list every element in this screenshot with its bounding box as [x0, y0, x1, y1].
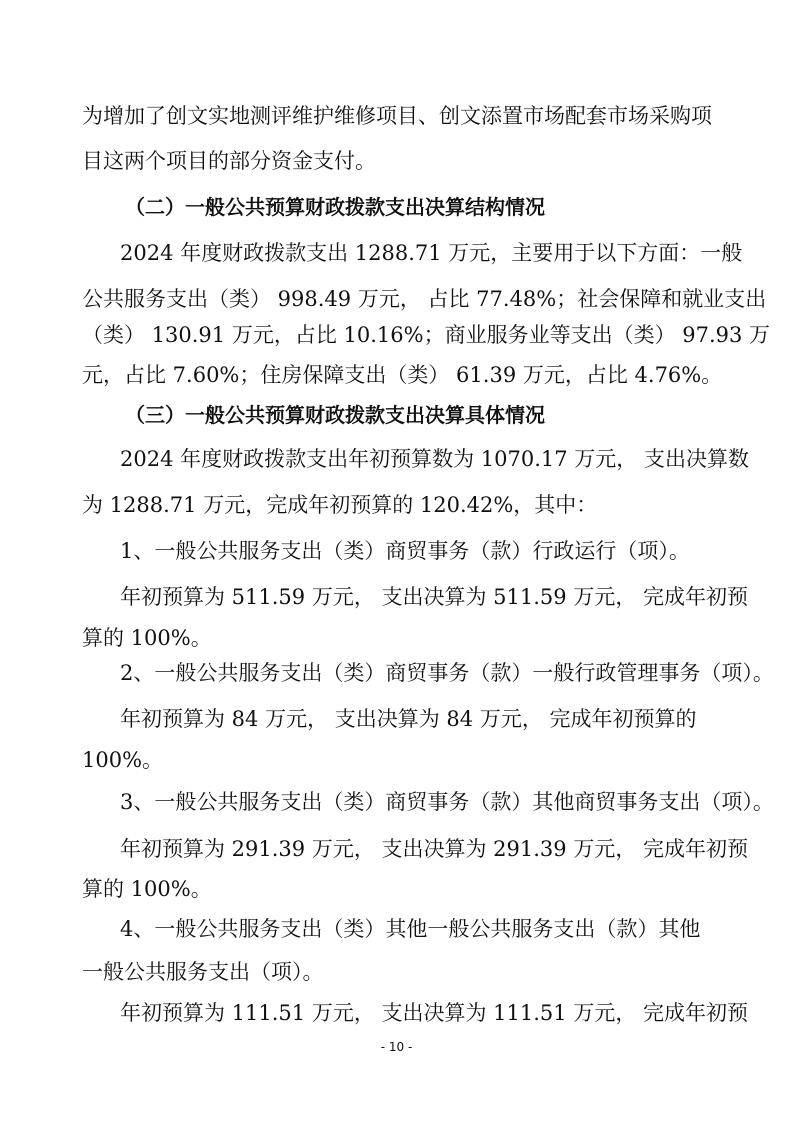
body-line: 年初预算为 511.59 万元， 支出决算为 511.59 万元， 完成年初预 — [120, 585, 749, 609]
body-line: 算的 100%。 — [82, 877, 212, 901]
body-line: 年初预算为 84 万元， 支出决算为 84 万元， 完成年初预算的 — [120, 707, 697, 731]
body-line: 2024 年度财政拨款支出年初预算数为 1070.17 万元， 支出决算数 — [120, 447, 749, 471]
list-item-3: 3、一般公共服务支出（类）商贸事务（款）其他商贸事务支出（项）。 — [120, 790, 774, 814]
body-line: 年初预算为 111.51 万元， 支出决算为 111.51 万元， 完成年初预 — [120, 1001, 749, 1025]
body-line: 目这两个项目的部分资金支付。 — [82, 149, 376, 173]
page-number: - 10 - — [380, 1040, 413, 1054]
body-line: 元，占比 7.60%；住房保障支出（类） 61.39 万元，占比 4.76%。 — [82, 363, 723, 387]
body-line: 年初预算为 291.39 万元， 支出决算为 291.39 万元， 完成年初预 — [120, 837, 749, 861]
list-item-1: 1、一般公共服务支出（类）商贸事务（款）行政运行（项）。 — [120, 539, 690, 563]
body-line: 2024 年度财政拨款支出 1288.71 万元，主要用于以下方面：一般 — [120, 241, 743, 265]
section-heading: （三）一般公共预算财政拨款支出决算具体情况 — [125, 403, 545, 427]
list-item-2: 2、一般公共服务支出（类）商贸事务（款）一般行政管理事务（项）。 — [120, 661, 774, 685]
list-item-4: 4、一般公共服务支出（类）其他一般公共服务支出（款）其他 — [120, 917, 701, 941]
body-line: 为增加了创文实地测评维护维修项目、创文添置市场配套市场采购项 — [82, 104, 712, 128]
section-heading: （二）一般公共预算财政拨款支出决算结构情况 — [125, 195, 545, 219]
body-line: 100%。 — [82, 748, 164, 772]
body-line: （类） 130.91 万元，占比 10.16%；商业服务业等支出（类） 97.93 万 — [82, 323, 771, 347]
body-line: 一般公共服务支出（项）。 — [82, 960, 324, 984]
body-line: 为 1288.71 万元，完成年初预算的 120.42%，其中： — [82, 493, 598, 517]
body-line: 算的 100%。 — [82, 626, 212, 650]
body-line: 公共服务支出（类） 998.49 万元， 占比 77.48%；社会保障和就业支出 — [82, 287, 767, 311]
